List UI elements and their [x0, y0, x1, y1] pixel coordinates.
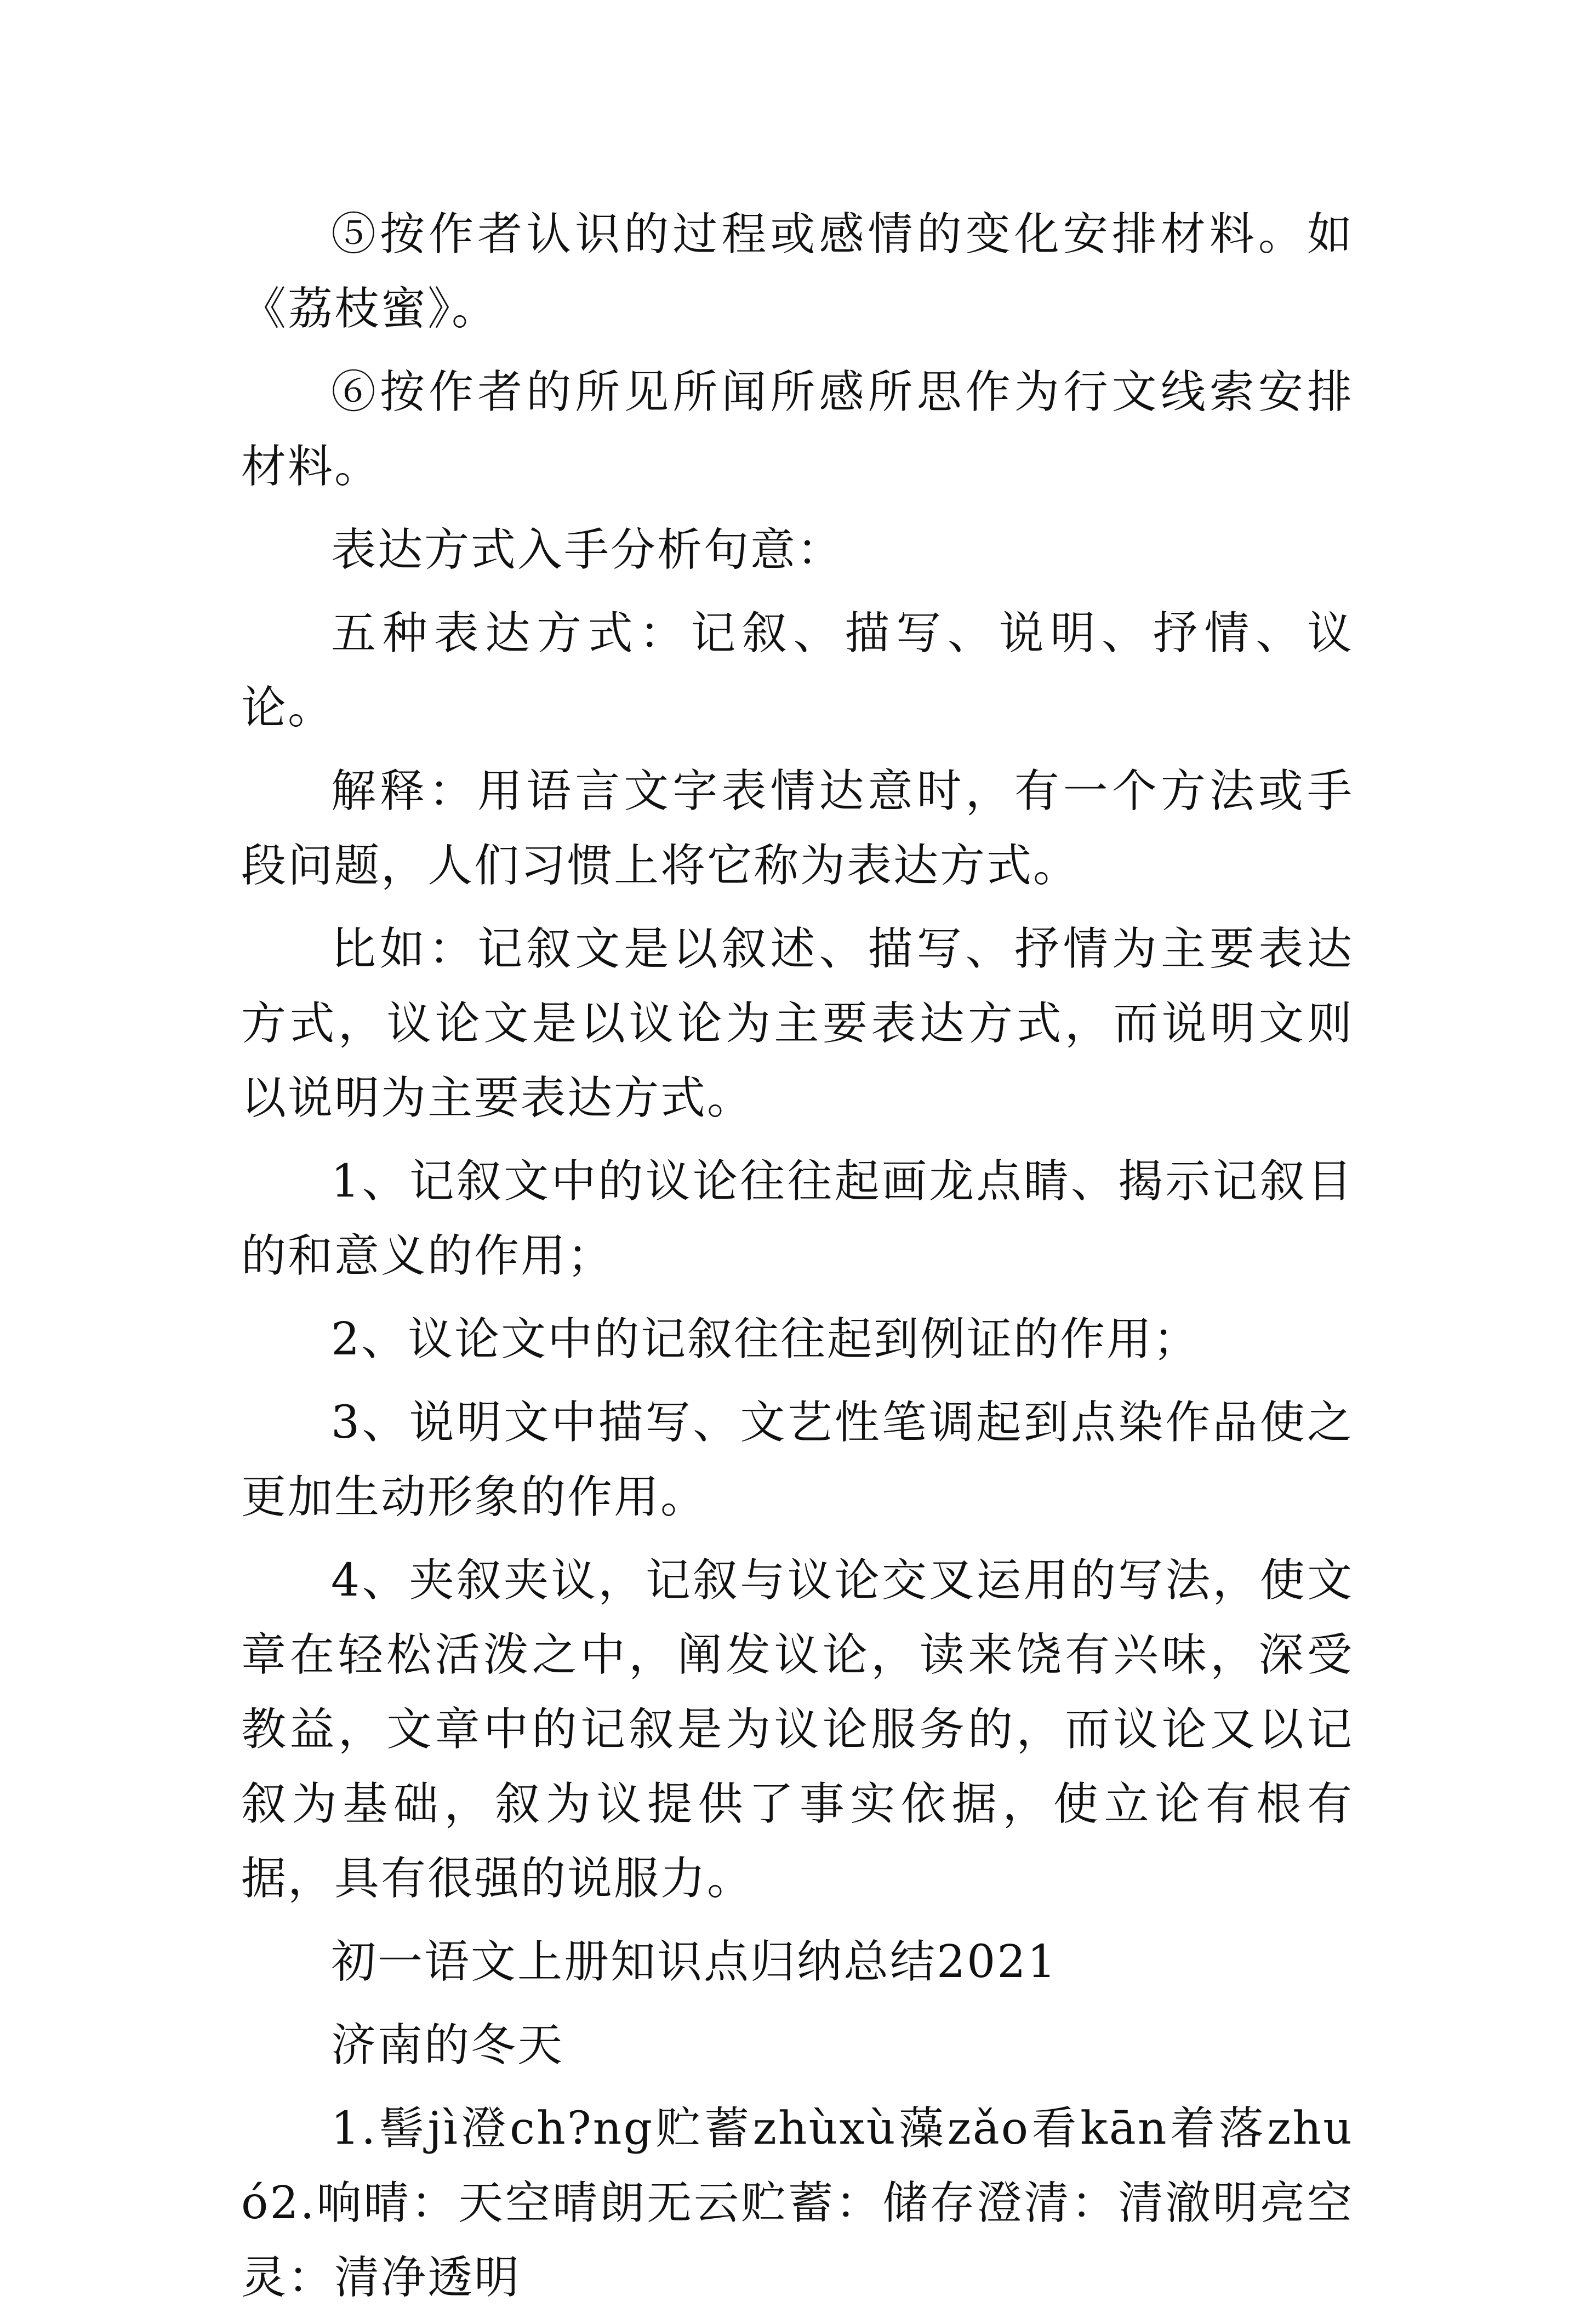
paragraph-5: 解释：用语言文字表情达意时，有一个方法或手段问题，人们习惯上将它称为表达方式。: [241, 765, 1354, 892]
paragraph-6: 比如：记叙文是以叙述、描写、抒情为主要表达方式，议论文是以议论为主要表达方式，而说明文则以说明为主要表达方式。: [241, 923, 1354, 1124]
paragraph-1: ⑤按作者认识的过程或感情的变化安排材料。如《荔枝蜜》。: [241, 208, 1354, 335]
paragraph-7: 1、记叙文中的议论往往起画龙点睛、揭示记叙目的和意义的作用；: [241, 1155, 1354, 1282]
section-title: 初一语文上册知识点归纳总结2021: [331, 1936, 1058, 1988]
paragraph-8: 2、议论文中的记叙往往起到例证的作用；: [331, 1313, 1200, 1365]
paragraph-vocabulary: 1.髻jì澄ch?ng贮蓄zhùxù藻zǎo看kān着落zhuó2.响晴：天空晴朗无云贮蓄：储存澄清：清澈明亮空灵：清净透明: [241, 2103, 1354, 2304]
paragraph-2: ⑥按作者的所见所闻所感所思作为行文线索安排材料。: [241, 366, 1354, 493]
paragraph-9: 3、说明文中描写、文艺性笔调起到点染作品使之更加生动形象的作用。: [241, 1397, 1354, 1523]
lesson-title: 济南的冬天: [331, 2019, 564, 2071]
paragraph-3: 表达方式入手分析句意：: [331, 524, 844, 576]
paragraph-4: 五种表达方式：记叙、描写、说明、抒情、议论。: [241, 607, 1354, 734]
paragraph-10: 4、夹叙夹议，记叙与议论交叉运用的写法，使文章在轻松活泼之中，阐发议论，读来饶有兴味，深受教益，文章中的记叙是为议论服务的，而议论又以记叙为基础，叙为议提供了事实依据，使立论有根有据，具有很强的说服力。: [241, 1554, 1354, 1905]
document-body: [241, 197, 1354, 2324]
